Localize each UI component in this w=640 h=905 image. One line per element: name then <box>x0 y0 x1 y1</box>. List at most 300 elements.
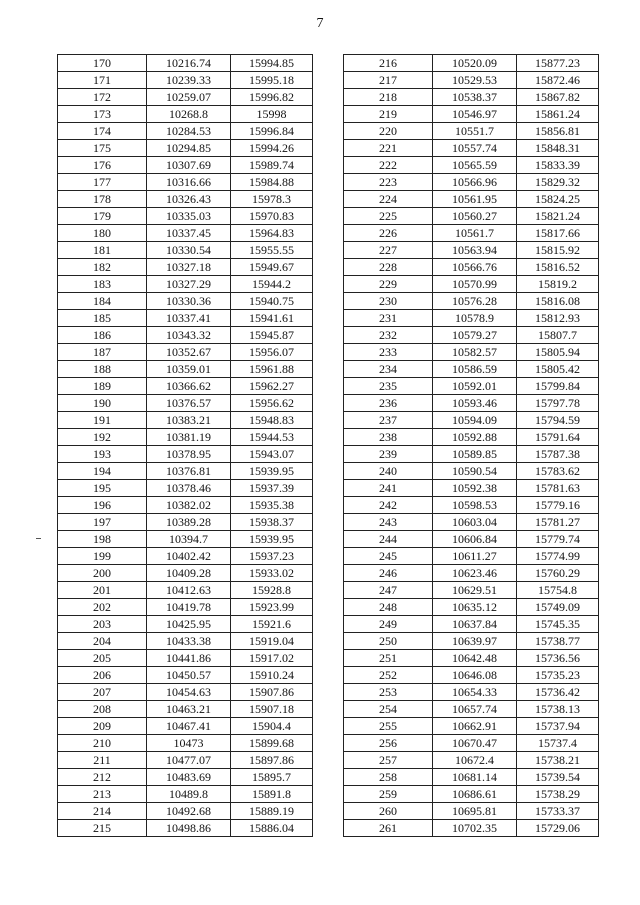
coord-x: 10538.37 <box>433 89 517 106</box>
point-number: 245 <box>344 548 433 565</box>
table-row <box>344 157 599 174</box>
table-row <box>58 72 313 89</box>
point-number: 228 <box>344 259 433 276</box>
point-number: 244 <box>344 531 433 548</box>
table-row <box>58 140 313 157</box>
point-number: 192 <box>58 429 147 446</box>
point-number: 186 <box>58 327 147 344</box>
point-number: 193 <box>58 446 147 463</box>
coord-x: 10352.67 <box>147 344 231 361</box>
coord-x: 10216.74 <box>147 55 231 72</box>
table-row <box>344 395 599 412</box>
coord-y: 15872.46 <box>517 72 599 89</box>
coord-x: 10566.96 <box>433 174 517 191</box>
point-number: 171 <box>58 72 147 89</box>
coord-x: 10582.57 <box>433 344 517 361</box>
coord-x: 10378.95 <box>147 446 231 463</box>
page-number: 7 <box>316 16 324 31</box>
coord-x: 10603.04 <box>433 514 517 531</box>
coord-x: 10326.43 <box>147 191 231 208</box>
table-row <box>58 395 313 412</box>
coord-y: 15945.87 <box>231 327 313 344</box>
table-row <box>344 344 599 361</box>
point-number: 256 <box>344 735 433 752</box>
point-number: 219 <box>344 106 433 123</box>
point-number: 183 <box>58 276 147 293</box>
point-number: 224 <box>344 191 433 208</box>
table-row <box>344 820 599 837</box>
table-row <box>344 701 599 718</box>
coord-y: 15749.09 <box>517 599 599 616</box>
point-number: 218 <box>344 89 433 106</box>
point-number: 205 <box>58 650 147 667</box>
point-number: 255 <box>344 718 433 735</box>
coord-x: 10343.32 <box>147 327 231 344</box>
table-row <box>344 72 599 89</box>
point-number: 170 <box>58 55 147 72</box>
coord-x: 10662.91 <box>433 718 517 735</box>
point-number: 217 <box>344 72 433 89</box>
coord-y: 15889.19 <box>231 803 313 820</box>
coord-y: 15736.56 <box>517 650 599 667</box>
table-row <box>344 208 599 225</box>
table-row <box>344 497 599 514</box>
coord-x: 10590.54 <box>433 463 517 480</box>
table-row <box>58 293 313 310</box>
table-row <box>344 599 599 616</box>
table-row <box>344 531 599 548</box>
point-number: 231 <box>344 310 433 327</box>
coord-x: 10359.01 <box>147 361 231 378</box>
coord-y: 15787.38 <box>517 446 599 463</box>
table-row <box>58 446 313 463</box>
point-number: 243 <box>344 514 433 531</box>
coord-x: 10366.62 <box>147 378 231 395</box>
point-number: 261 <box>344 820 433 837</box>
coord-x: 10592.88 <box>433 429 517 446</box>
coord-x: 10425.95 <box>147 616 231 633</box>
point-number: 213 <box>58 786 147 803</box>
coord-x: 10441.86 <box>147 650 231 667</box>
coord-x: 10376.57 <box>147 395 231 412</box>
point-number: 236 <box>344 395 433 412</box>
table-row <box>58 701 313 718</box>
coord-x: 10598.53 <box>433 497 517 514</box>
coord-y: 15895.7 <box>231 769 313 786</box>
coord-y: 15781.63 <box>517 480 599 497</box>
table-row <box>344 463 599 480</box>
coord-x: 10672.4 <box>433 752 517 769</box>
coord-y: 15970.83 <box>231 208 313 225</box>
coord-y: 15774.99 <box>517 548 599 565</box>
coord-y: 15949.67 <box>231 259 313 276</box>
coord-x: 10454.63 <box>147 684 231 701</box>
table-row <box>344 616 599 633</box>
table-row <box>58 429 313 446</box>
coord-y: 15964.83 <box>231 225 313 242</box>
coord-y: 15989.74 <box>231 157 313 174</box>
coord-x: 10606.84 <box>433 531 517 548</box>
coord-y: 15944.2 <box>231 276 313 293</box>
table-row <box>344 293 599 310</box>
table-row <box>58 242 313 259</box>
table-row <box>58 123 313 140</box>
table-row <box>58 752 313 769</box>
coord-x: 10560.27 <box>433 208 517 225</box>
table-row <box>344 259 599 276</box>
coord-y: 15933.02 <box>231 565 313 582</box>
coord-y: 15797.78 <box>517 395 599 412</box>
coord-y: 15921.6 <box>231 616 313 633</box>
table-row <box>344 633 599 650</box>
coord-x: 10657.74 <box>433 701 517 718</box>
coord-y: 15812.93 <box>517 310 599 327</box>
coord-y: 15805.42 <box>517 361 599 378</box>
table-row <box>344 667 599 684</box>
coord-x: 10642.48 <box>433 650 517 667</box>
point-number: 211 <box>58 752 147 769</box>
coord-y: 15939.95 <box>231 463 313 480</box>
point-number: 258 <box>344 769 433 786</box>
coord-y: 15738.13 <box>517 701 599 718</box>
coord-x: 10611.27 <box>433 548 517 565</box>
point-number: 200 <box>58 565 147 582</box>
point-number: 204 <box>58 633 147 650</box>
point-number: 209 <box>58 718 147 735</box>
coord-y: 15996.82 <box>231 89 313 106</box>
coord-y: 15940.75 <box>231 293 313 310</box>
coord-x: 10594.09 <box>433 412 517 429</box>
coordinates-table-right <box>343 54 599 837</box>
coord-x: 10637.84 <box>433 616 517 633</box>
table-row <box>344 684 599 701</box>
coord-x: 10681.14 <box>433 769 517 786</box>
table-row <box>58 89 313 106</box>
table-row <box>58 480 313 497</box>
table-row <box>58 582 313 599</box>
point-number: 188 <box>58 361 147 378</box>
coord-x: 10498.86 <box>147 820 231 837</box>
point-number: 227 <box>344 242 433 259</box>
coord-y: 15760.29 <box>517 565 599 582</box>
point-number: 223 <box>344 174 433 191</box>
coord-y: 15779.16 <box>517 497 599 514</box>
table-row <box>344 650 599 667</box>
point-number: 185 <box>58 310 147 327</box>
coord-x: 10467.41 <box>147 718 231 735</box>
coord-x: 10259.07 <box>147 89 231 106</box>
coord-x: 10654.33 <box>433 684 517 701</box>
point-number: 254 <box>344 701 433 718</box>
coord-y: 15962.27 <box>231 378 313 395</box>
coord-y: 15739.54 <box>517 769 599 786</box>
point-number: 239 <box>344 446 433 463</box>
point-number: 220 <box>344 123 433 140</box>
coord-y: 15956.07 <box>231 344 313 361</box>
coord-y: 15919.04 <box>231 633 313 650</box>
coord-y: 15824.25 <box>517 191 599 208</box>
coord-y: 15935.38 <box>231 497 313 514</box>
point-number: 210 <box>58 735 147 752</box>
point-number: 177 <box>58 174 147 191</box>
table-row <box>58 412 313 429</box>
coord-x: 10327.29 <box>147 276 231 293</box>
coord-x: 10561.7 <box>433 225 517 242</box>
coord-y: 15938.37 <box>231 514 313 531</box>
point-number: 216 <box>344 55 433 72</box>
table-row <box>58 820 313 837</box>
coord-x: 10670.47 <box>433 735 517 752</box>
point-number: 181 <box>58 242 147 259</box>
coord-y: 15994.26 <box>231 140 313 157</box>
table-row <box>58 548 313 565</box>
table-row <box>58 803 313 820</box>
table-row <box>58 208 313 225</box>
coord-x: 10570.99 <box>433 276 517 293</box>
coord-y: 15877.23 <box>517 55 599 72</box>
coord-x: 10557.74 <box>433 140 517 157</box>
table-row <box>58 497 313 514</box>
point-number: 221 <box>344 140 433 157</box>
point-number: 237 <box>344 412 433 429</box>
coord-x: 10412.63 <box>147 582 231 599</box>
coord-x: 10646.08 <box>433 667 517 684</box>
coord-y: 15917.02 <box>231 650 313 667</box>
table-row <box>58 259 313 276</box>
table-row <box>58 463 313 480</box>
coord-x: 10389.28 <box>147 514 231 531</box>
coord-x: 10409.28 <box>147 565 231 582</box>
coord-x: 10639.97 <box>433 633 517 650</box>
point-number: 215 <box>58 820 147 837</box>
point-number: 182 <box>58 259 147 276</box>
coord-y: 15956.62 <box>231 395 313 412</box>
table-row <box>344 327 599 344</box>
table-row <box>344 582 599 599</box>
coord-x: 10330.54 <box>147 242 231 259</box>
coord-x: 10376.81 <box>147 463 231 480</box>
point-number: 246 <box>344 565 433 582</box>
table-row <box>344 446 599 463</box>
coord-y: 15735.23 <box>517 667 599 684</box>
point-number: 222 <box>344 157 433 174</box>
coord-y: 15910.24 <box>231 667 313 684</box>
table-row <box>344 310 599 327</box>
coord-y: 15998 <box>231 106 313 123</box>
coord-x: 10433.38 <box>147 633 231 650</box>
point-number: 230 <box>344 293 433 310</box>
coord-x: 10592.01 <box>433 378 517 395</box>
coord-x: 10378.46 <box>147 480 231 497</box>
point-number: 234 <box>344 361 433 378</box>
table-row <box>58 684 313 701</box>
coord-y: 15733.37 <box>517 803 599 820</box>
coord-x: 10551.7 <box>433 123 517 140</box>
table-row <box>58 310 313 327</box>
table-row <box>58 225 313 242</box>
point-number: 251 <box>344 650 433 667</box>
point-number: 187 <box>58 344 147 361</box>
table-row <box>58 276 313 293</box>
coord-y: 15736.42 <box>517 684 599 701</box>
point-number: 208 <box>58 701 147 718</box>
table-row <box>344 480 599 497</box>
coord-y: 15799.84 <box>517 378 599 395</box>
coord-x: 10578.9 <box>433 310 517 327</box>
coord-x: 10635.12 <box>433 599 517 616</box>
table-row <box>344 718 599 735</box>
point-number: 214 <box>58 803 147 820</box>
point-number: 198 <box>58 531 147 548</box>
margin-mark <box>36 538 41 539</box>
coord-x: 10489.8 <box>147 786 231 803</box>
coord-y: 15738.29 <box>517 786 599 803</box>
coord-x: 10381.19 <box>147 429 231 446</box>
point-number: 201 <box>58 582 147 599</box>
coord-x: 10419.78 <box>147 599 231 616</box>
table-row <box>58 327 313 344</box>
coord-y: 15856.81 <box>517 123 599 140</box>
coord-x: 10686.61 <box>433 786 517 803</box>
point-number: 175 <box>58 140 147 157</box>
table-row <box>58 786 313 803</box>
point-number: 225 <box>344 208 433 225</box>
point-number: 190 <box>58 395 147 412</box>
coordinates-table-left <box>57 54 313 837</box>
coord-x: 10593.46 <box>433 395 517 412</box>
coord-y: 15941.61 <box>231 310 313 327</box>
point-number: 259 <box>344 786 433 803</box>
coord-x: 10566.76 <box>433 259 517 276</box>
coord-x: 10394.7 <box>147 531 231 548</box>
point-number: 173 <box>58 106 147 123</box>
coord-x: 10239.33 <box>147 72 231 89</box>
point-number: 242 <box>344 497 433 514</box>
coord-x: 10316.66 <box>147 174 231 191</box>
point-number: 232 <box>344 327 433 344</box>
table-row <box>344 276 599 293</box>
coord-x: 10463.21 <box>147 701 231 718</box>
coord-x: 10382.02 <box>147 497 231 514</box>
point-number: 189 <box>58 378 147 395</box>
table-row <box>58 633 313 650</box>
coord-y: 15948.83 <box>231 412 313 429</box>
point-number: 247 <box>344 582 433 599</box>
coord-y: 15738.21 <box>517 752 599 769</box>
coord-x: 10702.35 <box>433 820 517 837</box>
point-number: 207 <box>58 684 147 701</box>
coord-y: 15897.86 <box>231 752 313 769</box>
coord-y: 15994.85 <box>231 55 313 72</box>
table-row <box>344 191 599 208</box>
point-number: 252 <box>344 667 433 684</box>
point-number: 250 <box>344 633 433 650</box>
point-number: 238 <box>344 429 433 446</box>
coord-y: 15779.74 <box>517 531 599 548</box>
coord-y: 15923.99 <box>231 599 313 616</box>
coord-y: 15754.8 <box>517 582 599 599</box>
coord-x: 10450.57 <box>147 667 231 684</box>
coord-y: 15955.55 <box>231 242 313 259</box>
table-row <box>344 752 599 769</box>
table-row <box>58 650 313 667</box>
coord-y: 15937.23 <box>231 548 313 565</box>
coord-x: 10589.85 <box>433 446 517 463</box>
point-number: 257 <box>344 752 433 769</box>
coord-x: 10546.97 <box>433 106 517 123</box>
coord-y: 15943.07 <box>231 446 313 463</box>
coord-x: 10330.36 <box>147 293 231 310</box>
point-number: 174 <box>58 123 147 140</box>
point-number: 203 <box>58 616 147 633</box>
coord-x: 10586.59 <box>433 361 517 378</box>
point-number: 248 <box>344 599 433 616</box>
coord-y: 15815.92 <box>517 242 599 259</box>
table-row <box>58 599 313 616</box>
coord-y: 15867.82 <box>517 89 599 106</box>
table-row <box>58 769 313 786</box>
table-row <box>58 344 313 361</box>
table-row <box>58 106 313 123</box>
coord-x: 10492.68 <box>147 803 231 820</box>
point-number: 229 <box>344 276 433 293</box>
coord-y: 15848.31 <box>517 140 599 157</box>
table-row <box>58 531 313 548</box>
coord-y: 15937.39 <box>231 480 313 497</box>
coord-x: 10561.95 <box>433 191 517 208</box>
point-number: 253 <box>344 684 433 701</box>
coord-y: 15821.24 <box>517 208 599 225</box>
coord-y: 15737.94 <box>517 718 599 735</box>
table-row <box>58 174 313 191</box>
coord-x: 10294.85 <box>147 140 231 157</box>
point-number: 241 <box>344 480 433 497</box>
table-row <box>344 803 599 820</box>
coord-y: 15886.04 <box>231 820 313 837</box>
table-row <box>58 735 313 752</box>
coord-x: 10483.69 <box>147 769 231 786</box>
coord-y: 15995.18 <box>231 72 313 89</box>
point-number: 235 <box>344 378 433 395</box>
point-number: 195 <box>58 480 147 497</box>
table-row <box>344 786 599 803</box>
table-row <box>344 140 599 157</box>
coord-y: 15819.2 <box>517 276 599 293</box>
coord-y: 15783.62 <box>517 463 599 480</box>
table-row <box>344 429 599 446</box>
coord-y: 15939.95 <box>231 531 313 548</box>
point-number: 199 <box>58 548 147 565</box>
coord-y: 15817.66 <box>517 225 599 242</box>
coord-y: 15907.18 <box>231 701 313 718</box>
table-row <box>344 769 599 786</box>
point-number: 226 <box>344 225 433 242</box>
point-number: 180 <box>58 225 147 242</box>
coord-y: 15737.4 <box>517 735 599 752</box>
table-row <box>58 718 313 735</box>
point-number: 260 <box>344 803 433 820</box>
table-row <box>344 361 599 378</box>
coord-x: 10337.45 <box>147 225 231 242</box>
table-row <box>58 565 313 582</box>
point-number: 212 <box>58 769 147 786</box>
table-row <box>344 123 599 140</box>
table-row <box>58 667 313 684</box>
point-number: 206 <box>58 667 147 684</box>
coord-y: 15816.08 <box>517 293 599 310</box>
table-row <box>344 89 599 106</box>
coord-x: 10592.38 <box>433 480 517 497</box>
